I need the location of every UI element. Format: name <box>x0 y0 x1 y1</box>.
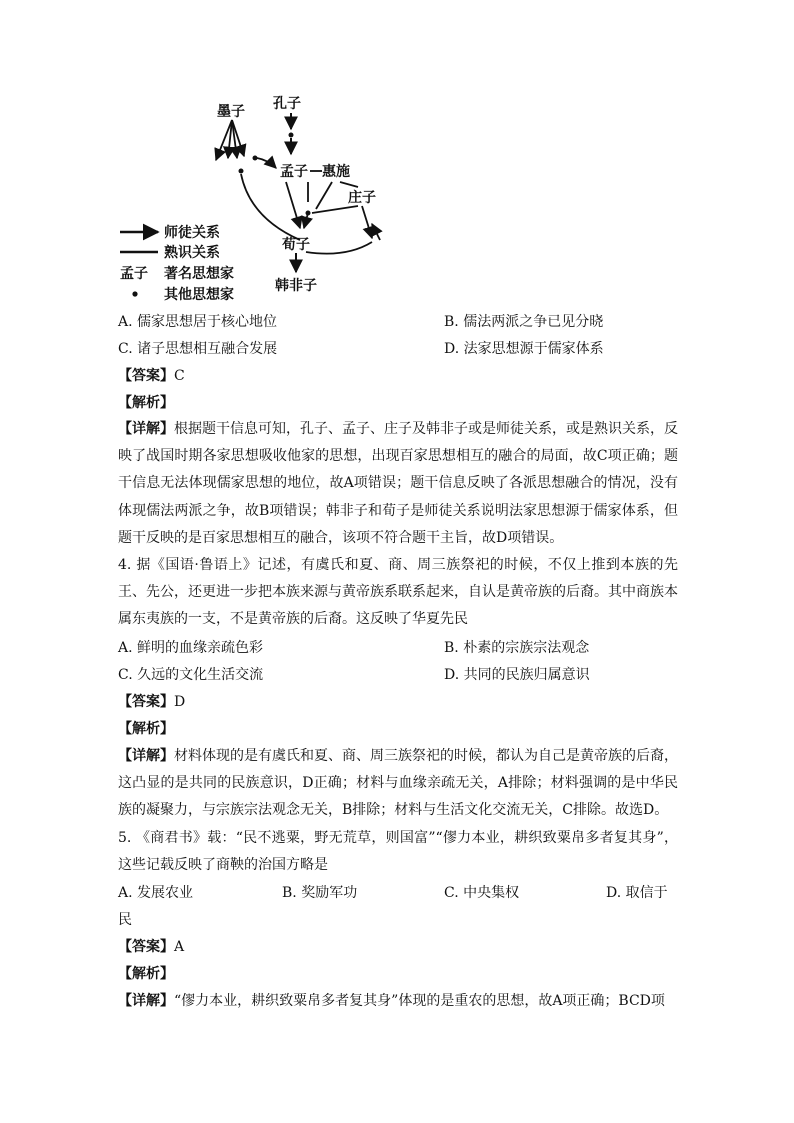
answer-tag: 【答案】 <box>118 939 174 955</box>
name-xunzi: 荀子 <box>282 237 310 253</box>
legend-teacher-student: 师徒关系 <box>164 225 220 241</box>
name-zhuangzi: 庄子 <box>348 190 376 206</box>
answer-value: C <box>174 368 185 384</box>
name-mozi: 墨子 <box>217 104 245 120</box>
legend-famous: 著名思想家 <box>164 266 234 282</box>
q4-analysis-tag: 【解析】 <box>118 721 174 737</box>
name-huishi: 惠施 <box>322 164 350 180</box>
q5-answer <box>118 938 184 956</box>
thinkers-relationship-diagram <box>110 92 410 307</box>
kongzi-chain <box>289 113 294 154</box>
q3-option-b: B. 儒法两派之争已见分晓 <box>444 314 604 330</box>
q5-analysis-tag: 【解析】 <box>118 966 174 982</box>
name-mengzi: 孟子 <box>280 164 308 180</box>
answer-value: A <box>174 939 185 955</box>
answer-tag: 【答案】 <box>118 694 174 710</box>
detail-tag: 【详解】 <box>118 993 174 1009</box>
q5-option-d-continued: 民 <box>118 912 132 928</box>
mozi-students <box>216 120 300 240</box>
q5-detail <box>118 988 678 1015</box>
legend-dot-icon <box>132 291 137 296</box>
q3-answer <box>118 367 185 385</box>
q4-option-c: C. 久远的文化生活交流 <box>118 667 264 683</box>
detail-tag: 【详解】 <box>118 421 174 437</box>
answer-value: D <box>174 694 186 710</box>
q3-option-d: D. 法家思想源于儒家体系 <box>444 341 604 357</box>
detail-tag: 【详解】 <box>118 748 174 764</box>
diagram-legend <box>120 224 234 303</box>
detail-text: 根据题干信息可知，孔子、孟子、庄子及韩非子或是师徒关系，或是熟识关系，反映了战国时期各家思想吸收他家的思想，出现百家思想相互的融合的局面，故C项正确；题干信息无法体现儒家思想的地位，故A项错误；题干信息反映了各派思想融合的情况，没有体现儒法两派之争，故B项错误；韩非子和荀子是师徒关系说明法家思想源于儒家体系，但题干反映的是百家思想相互的融合，该项不符合题干主旨，故D项错误。 <box>118 421 678 546</box>
legend-famous-example: 孟子 <box>120 266 148 282</box>
q4-option-a: A. 鲜明的血缘亲疏色彩 <box>118 640 264 656</box>
mengzi-xunzi-links <box>286 182 311 228</box>
name-kongzi: 孔子 <box>273 96 301 112</box>
name-hanfeizi: 韩非子 <box>275 278 317 294</box>
detail-text: 材料体现的是有虞氏和夏、商、周三族祭祀的时候，都认为自己是黄帝族的后裔，这凸显的是共同的民族意识，D正确；材料与血缘亲疏无关，A排除；材料强调的是中华民族的凝聚力，与宗族宗法观念无关，B排除；材料与生活文化交流无关，C排除。故选D。 <box>118 748 678 819</box>
q5-option-c: C. 中央集权 <box>444 885 520 901</box>
q5-stem: 5. 《商君书》载：“民不逃粟，野无荒草，则国富”“僇力本业，耕织致粟帛多者复其身”，这些记载反映了商鞅的治国方略是 <box>118 830 678 874</box>
q3-option-a: A. 儒家思想居于核心地位 <box>118 314 278 330</box>
q4-option-b: B. 朴素的宗族宗法观念 <box>444 640 590 656</box>
q4-option-d: D. 共同的民族归属意识 <box>444 667 590 683</box>
answer-tag: 【答案】 <box>118 368 174 384</box>
q4-stem: 4. 据《国语·鲁语上》记述，有虞氏和夏、商、周三族祭祀的时候，不仅上推到本族的先王、先公，还更进一步把本族来源与黄帝族系联系起来，自认是黄帝族的后裔。其中商族本属东夷族的一支，不是黄帝族的后裔。这反映了华夏先民 <box>118 557 678 628</box>
q3-detail <box>118 416 678 552</box>
q3-option-c: C. 诸子思想相互融合发展 <box>118 341 278 357</box>
q5-option-d: D. 取信于 <box>606 885 668 901</box>
q5-option-b: B. 奖励军功 <box>282 885 358 901</box>
detail-text: “僇力本业，耕织致粟帛多者复其身”体现的是重农的思想，故A项正确；BCD项 <box>174 993 665 1009</box>
q4-answer <box>118 693 185 711</box>
q5-option-a: A. 发展农业 <box>118 885 194 901</box>
legend-other: 其他思想家 <box>164 287 234 303</box>
legend-acquaintance: 熟识关系 <box>164 245 220 261</box>
q3-analysis-tag: 【解析】 <box>118 395 174 411</box>
q4-detail <box>118 743 678 825</box>
